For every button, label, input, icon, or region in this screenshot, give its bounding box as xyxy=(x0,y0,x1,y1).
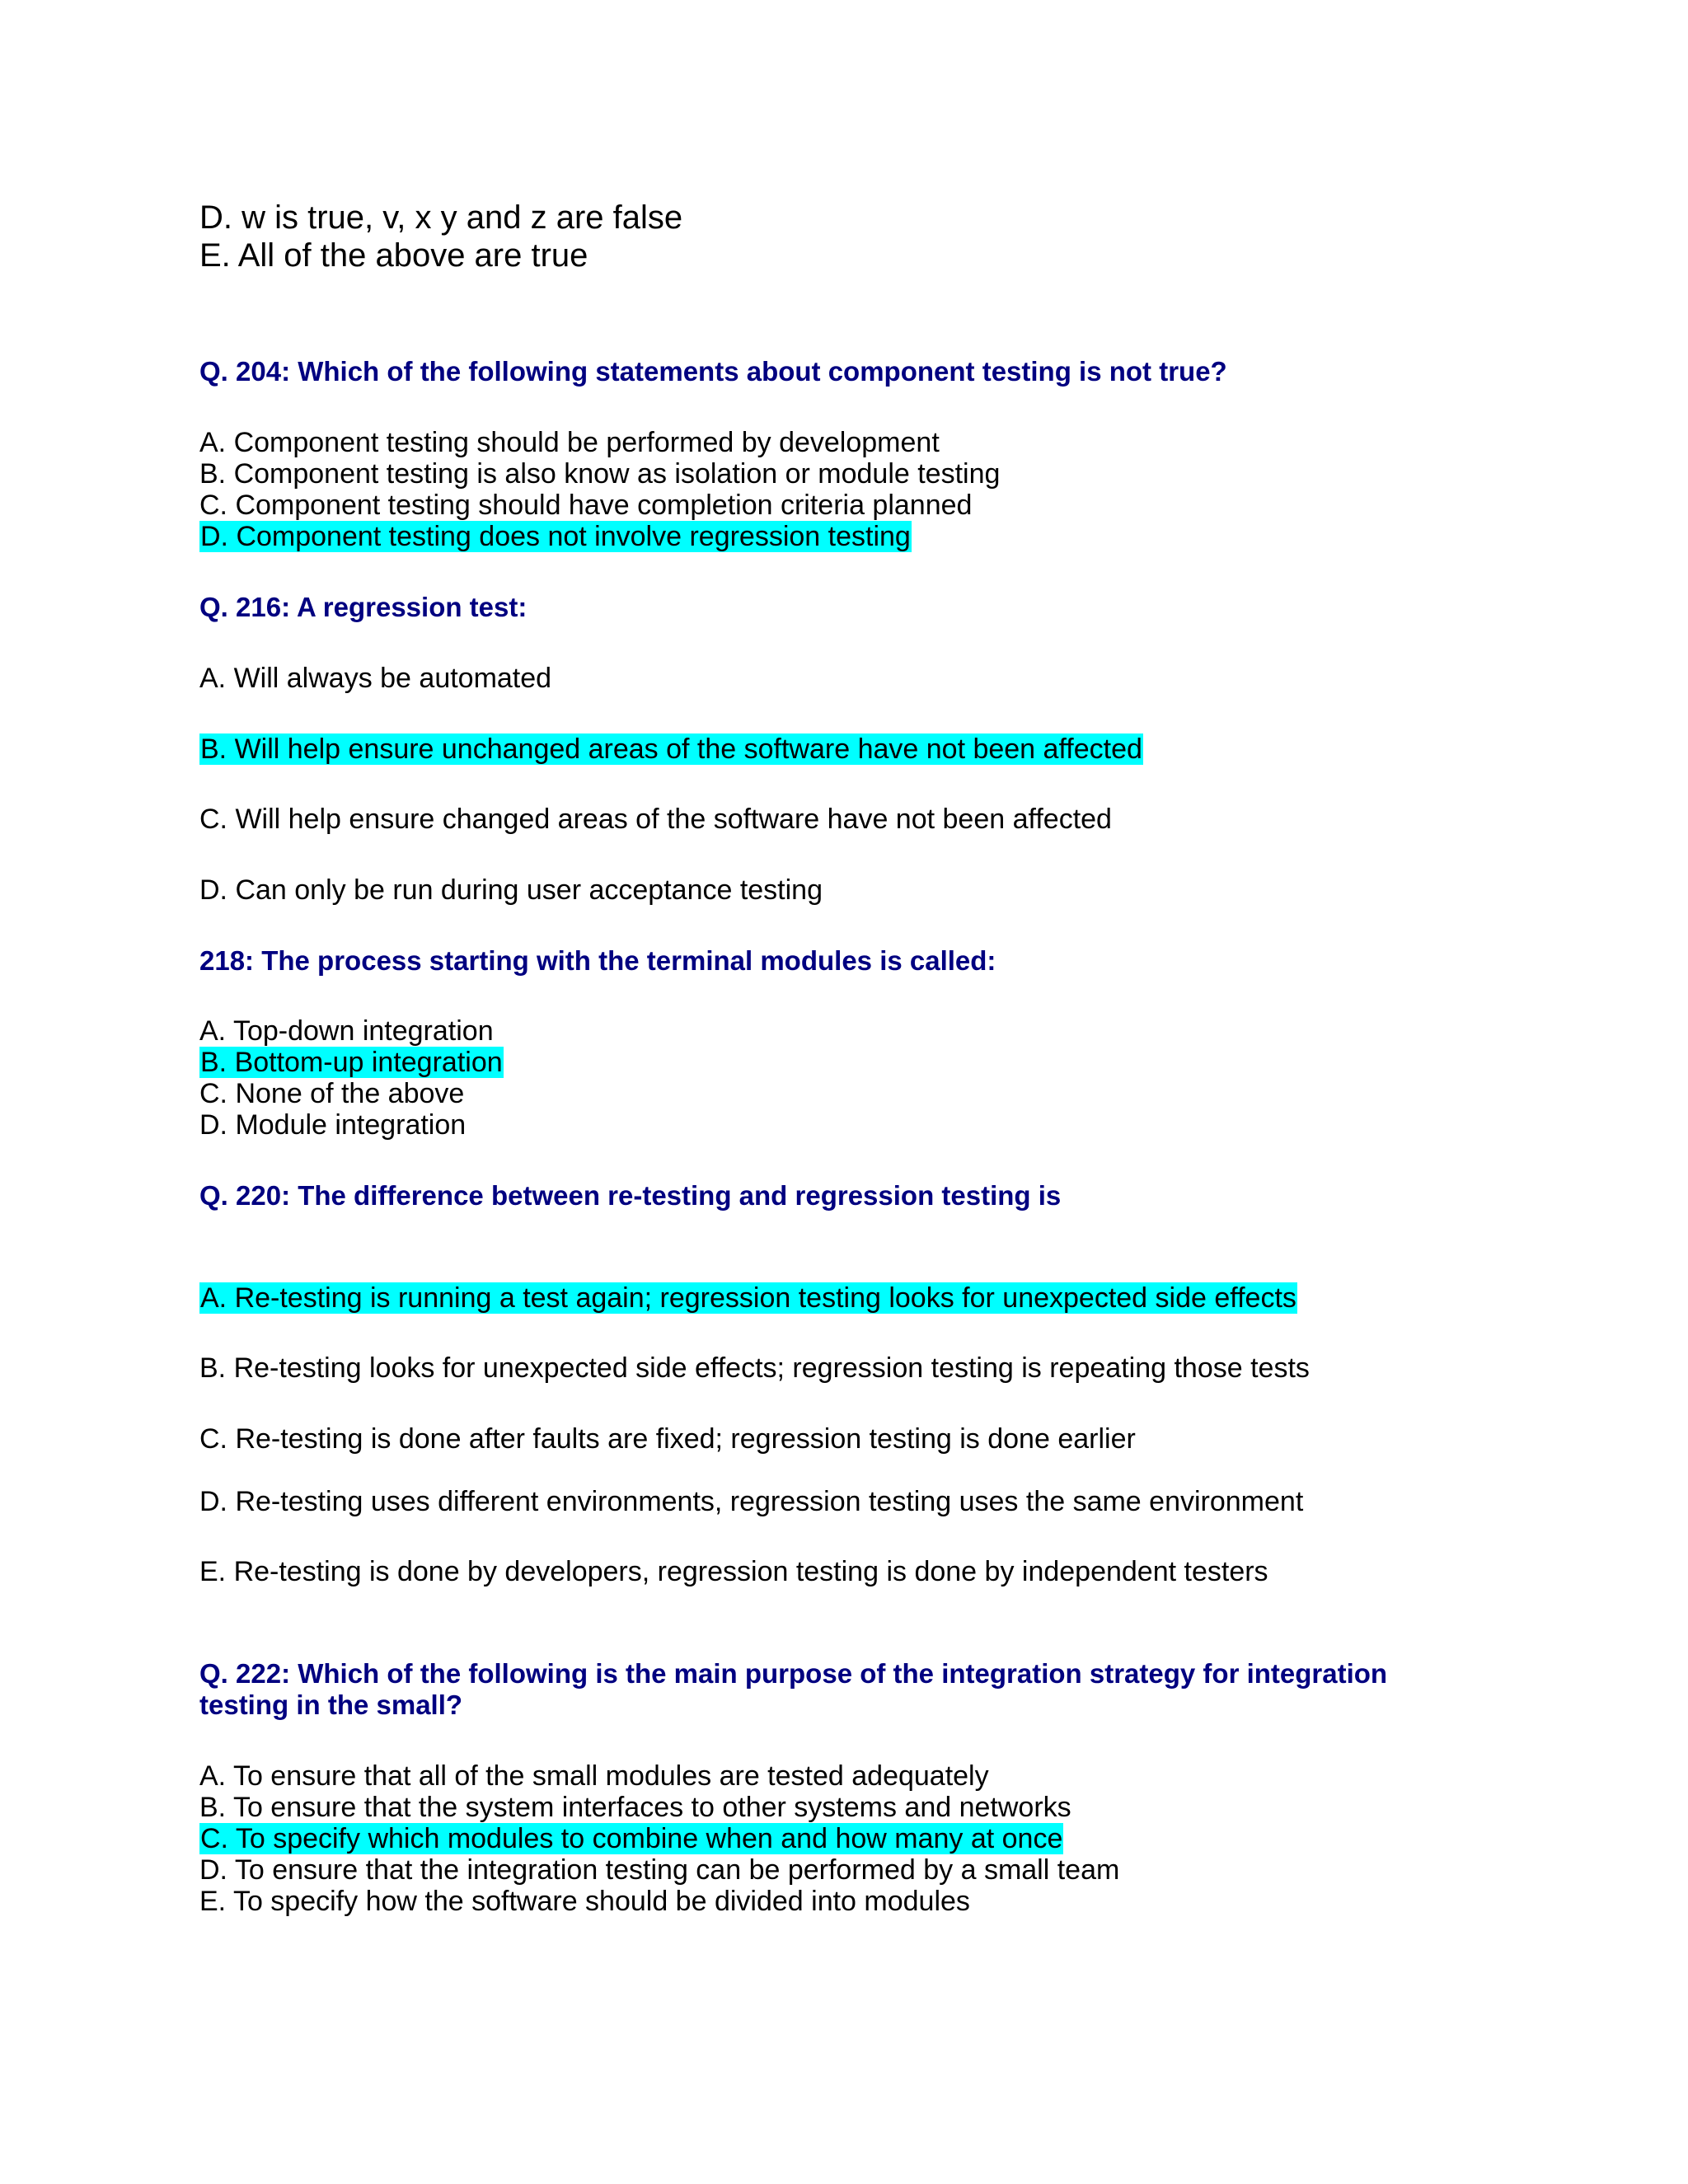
question-216-option-b xyxy=(199,733,1143,765)
question-204-option-c: C. Component testing should have completion criteria planned xyxy=(199,490,973,521)
question-216-option-a: A. Will always be automated xyxy=(199,663,552,694)
question-218-title: 218: The process starting with the terminal modules is called: xyxy=(199,945,996,976)
question-218-option-d: D. Module integration xyxy=(199,1109,467,1141)
question-216-title: Q. 216: A regression test: xyxy=(199,592,528,622)
question-204-option-b: B. Component testing is also know as isolation or module testing xyxy=(199,458,1001,490)
question-216-option-d: D. Can only be run during user acceptance testing xyxy=(199,874,823,906)
answer-highlight: D. Component testing does not involve regression testing xyxy=(200,521,911,552)
question-222-title-line-1: Q. 222: Which of the following is the main purpose of the integration strategy for integration xyxy=(199,1658,1388,1689)
answer-highlight: B. Bottom-up integration xyxy=(200,1047,503,1078)
question-222-option-a: A. To ensure that all of the small modules are tested adequately xyxy=(199,1760,989,1792)
question-216-option-c: C. Will help ensure changed areas of the software have not been affected xyxy=(199,804,1112,835)
question-220-option-c: C. Re-testing is done after faults are fixed; regression testing is done earlier xyxy=(199,1423,1136,1455)
question-222-title-line-2: testing in the small? xyxy=(199,1690,463,1720)
question-204-option-d xyxy=(199,521,912,552)
question-222-option-c xyxy=(199,1823,1063,1854)
question-220-option-b: B. Re-testing looks for unexpected side effects; regression testing is repeating those tests xyxy=(199,1352,1310,1384)
question-218-option-c: C. None of the above xyxy=(199,1078,465,1109)
question-222-option-b: B. To ensure that the system interfaces to other systems and networks xyxy=(199,1792,1071,1823)
top-option-e: E. All of the above are true xyxy=(199,237,588,274)
question-218-option-b xyxy=(199,1047,504,1078)
question-220-option-d: D. Re-testing uses different environments, regression testing uses the same environment xyxy=(199,1486,1304,1517)
answer-highlight: A. Re-testing is running a test again; regression testing looks for unexpected side effects xyxy=(200,1282,1296,1314)
answer-highlight: C. To specify which modules to combine when and how many at once xyxy=(200,1823,1063,1854)
answer-highlight: B. Will help ensure unchanged areas of the software have not been affected xyxy=(200,733,1142,765)
question-218-option-a: A. Top-down integration xyxy=(199,1015,494,1047)
question-220-option-e: E. Re-testing is done by developers, regression testing is done by independent testers xyxy=(199,1556,1268,1587)
top-option-d: D. w is true, v, x y and z are false xyxy=(199,199,683,236)
question-222-option-d: D. To ensure that the integration testing can be performed by a small team xyxy=(199,1854,1120,1886)
question-220-option-a xyxy=(199,1282,1297,1314)
question-222-option-e: E. To specify how the software should be divided into modules xyxy=(199,1886,970,1917)
question-204-title: Q. 204: Which of the following statements about component testing is not true? xyxy=(199,356,1227,387)
question-220-title: Q. 220: The difference between re-testing and regression testing is xyxy=(199,1180,1062,1211)
question-204-option-a: A. Component testing should be performed by development xyxy=(199,427,940,458)
